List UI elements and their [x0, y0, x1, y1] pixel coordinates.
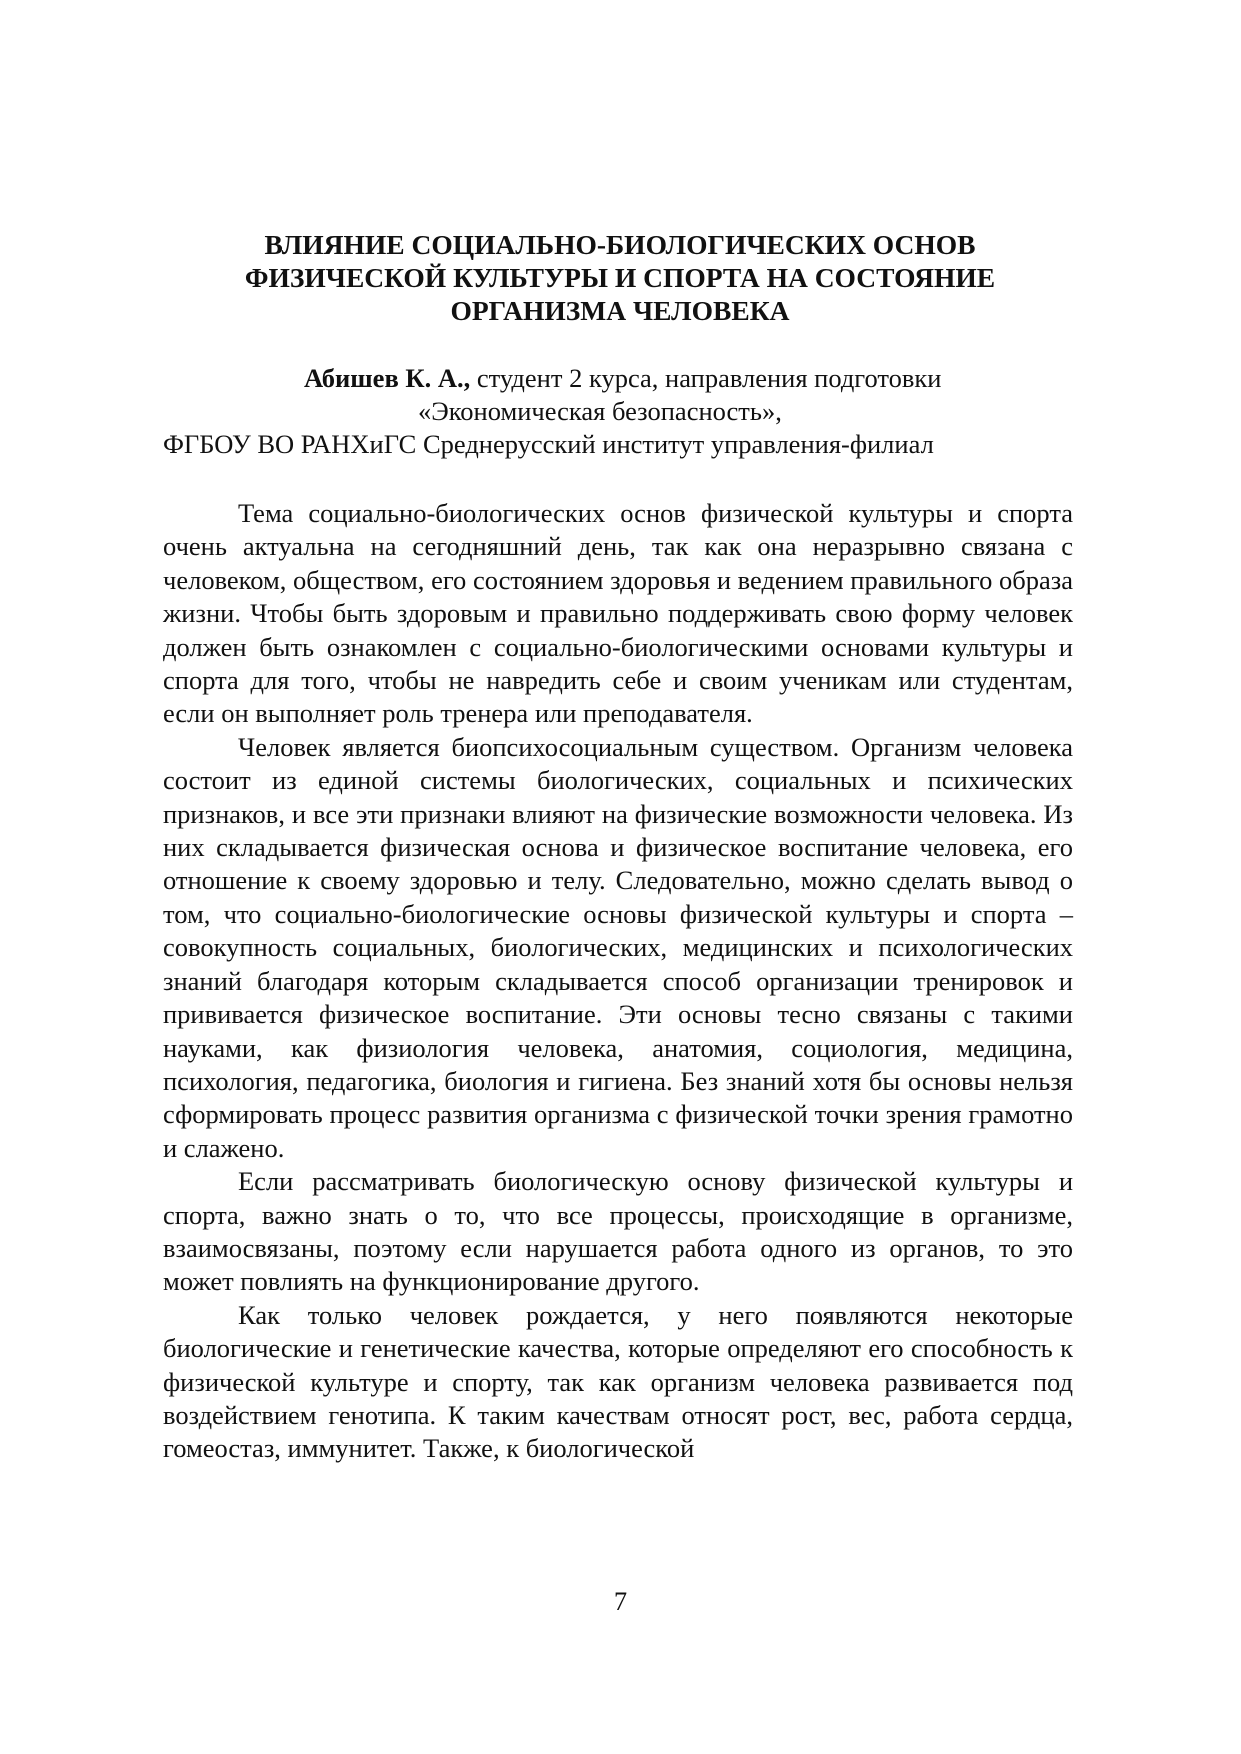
article-title — [210, 228, 1030, 327]
title-line-3: ОРГАНИЗМА ЧЕЛОВЕКА — [450, 295, 790, 326]
paragraph-1: Тема социально-биологических основ физической культуры и спорта очень актуальна на сегодняшний день, так как она неразрывно связана с человеком, обществом, его состоянием здоровья и ведением правильного образа жизни. Чтобы быть здоровым и правильно поддерживать свою форму человек должен быть ознакомлен с социально-биологическими основами культуры и спорта для того, чтобы не навредить себе и своим ученикам или студентам, если он выполняет роль тренера или преподавателя. — [163, 498, 1073, 729]
paragraph-3: Если рассматривать биологическую основу физической культуры и спорта, важно знать о то, что все процессы, происходящие в организме, взаимосвязаны, поэтому если нарушается работа одного из органов, то это может повлиять на функционирование другого. — [163, 1166, 1073, 1297]
author-name: Абишев К. А., — [304, 363, 471, 393]
author-line-1 — [163, 362, 1018, 395]
author-block — [163, 362, 1018, 461]
paragraph-4: Как только человек рождается, у него появляются некоторые биологические и генетические качества, которые определяют его способность к физической культуре и спорту, так как организм человека развивается под воздействием генотипа. К таким качествам относят рост, вес, работа сердца, гомеостаз, иммунитет. Также, к биологической — [163, 1299, 1073, 1464]
author-affiliation: ФГБОУ ВО РАНХиГС Среднерусский институт управления-филиал — [163, 429, 934, 459]
page-number: 7 — [613, 1586, 628, 1616]
article-body — [163, 497, 1073, 1466]
title-line-2: ФИЗИЧЕСКОЙ КУЛЬТУРЫ И СПОРТА НА СОСТОЯНИЕ — [244, 262, 996, 293]
title-line-1: ВЛИЯНИЕ СОЦИАЛЬНО-БИОЛОГИЧЕСКИХ ОСНОВ — [264, 229, 976, 260]
author-line-1-rest: студент 2 курса, направления подготовки — [470, 363, 942, 393]
author-line-2: «Экономическая безопасность», — [418, 396, 782, 426]
paragraph-2: Человек является биопсихосоциальным существом. Организм человека состоит из единой системы биологических, социальных и психических признаков, и все эти признаки влияют на физические возможности человека. Из них складывается физическая основа и физическое воспитание человека, его отношение к своему здоровью и телу. Следовательно, можно сделать вывод о том, что социально-биологические основы физической культуры и спорта – совокупность социальных, биологических, медицинских и психологических знаний благодаря которым складывается способ организации тренировок и прививается физическое воспитание. Эти основы тесно связаны с такими науками, как физиология человека, анатомия, социология, медицина, психология, педагогика, биология и гигиена. Без знаний хотя бы основы нельзя сформировать процесс развития организма с физической точки зрения грамотно и слажено. — [163, 731, 1073, 1163]
